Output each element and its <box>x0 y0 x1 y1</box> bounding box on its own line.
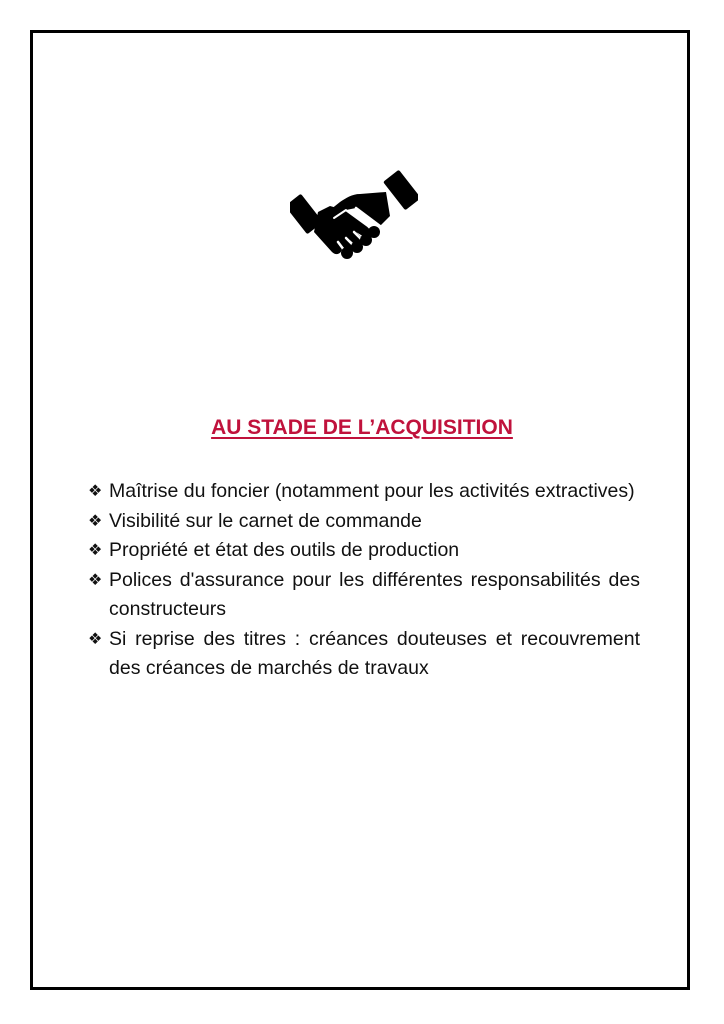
list-item-text: Visibilité sur le carnet de commande <box>109 509 422 532</box>
list-item <box>88 536 640 566</box>
list-item <box>88 566 640 625</box>
list-item <box>88 625 640 684</box>
handshake-icon <box>290 166 418 264</box>
bullet-list <box>88 477 640 684</box>
list-item-text: Propriété et état des outils de production <box>109 539 460 561</box>
list-item <box>88 507 640 537</box>
list-item-text: Si reprise des titres : créances douteuses et recouvrement des créances de marchés de travaux <box>109 627 640 679</box>
list-item <box>88 477 640 507</box>
diamond-bullet-icon: ❖ <box>88 571 103 589</box>
section-title: AU STADE DE L’ACQUISITION <box>211 416 513 439</box>
diamond-bullet-icon: ❖ <box>88 512 103 530</box>
diamond-bullet-icon: ❖ <box>88 630 103 648</box>
list-item-text: Maîtrise du foncier (notamment pour les activités extractives) <box>109 480 635 502</box>
diamond-bullet-icon: ❖ <box>88 542 103 559</box>
list-item-text: Polices d'assurance pour les différentes responsabilités des constructeurs <box>109 568 640 620</box>
diamond-bullet-icon: ❖ <box>88 483 103 500</box>
